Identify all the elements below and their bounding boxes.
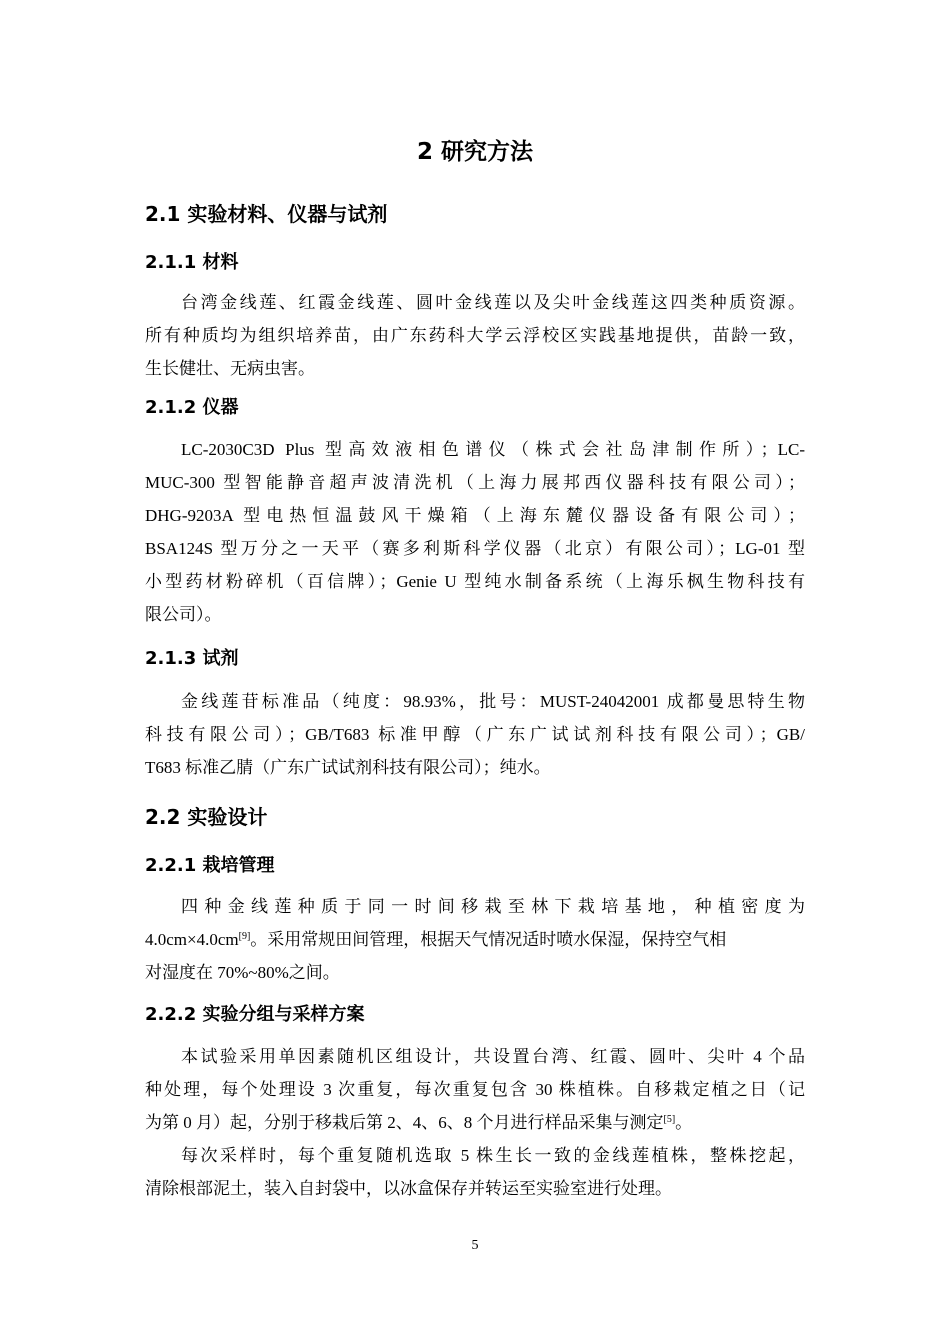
text-line: 四种金线莲种质于同一时间移栽至林下栽培基地，种植密度为 (181, 897, 805, 916)
paragraph-materials (145, 286, 805, 385)
page-number: 5 (471, 1238, 479, 1253)
text-line: 小型药材粉碎机（百信牌）；Genie U 型纯水制备系统（上海乐枫生物科技有 (145, 572, 805, 591)
text-line: T683 标准乙腈（广东广试试剂科技有限公司）；纯水。 (145, 758, 551, 777)
subsection-heading-2-1-1: 2.1.1 材料 (145, 252, 239, 273)
text-line: BSA124S 型万分之一天平（赛多利斯科学仪器（北京）有限公司）；LG-01 型 (145, 539, 805, 558)
text-line: 种处理，每个处理设 3 次重复，每次重复包含 30 株植株。自移栽定植之日（记 (145, 1080, 805, 1099)
subsection-heading-2-1-3: 2.1.3 试剂 (145, 648, 239, 669)
text-run: 为第 0 月）起，分别于移栽后第 2、4、6、8 个月进行样品采集与测定 (145, 1113, 664, 1132)
text-line: 所有种质均为组织培养苗，由广东药科大学云浮校区实践基地提供，苗龄一致， (145, 326, 805, 345)
paragraph-instruments (145, 433, 805, 631)
paragraph-reagents (145, 685, 805, 784)
text-line: 每次采样时，每个重复随机选取 5 株生长一致的金线莲植株，整株挖起， (181, 1146, 805, 1165)
text-line: 本试验采用单因素随机区组设计，共设置台湾、红霞、圆叶、尖叶 4 个品 (181, 1047, 805, 1066)
section-heading-2-1: 2.1 实验材料、仪器与试剂 (145, 202, 388, 226)
text-line: 对湿度在 70%~80%之间。 (145, 963, 340, 982)
subsection-heading-2-2-2: 2.2.2 实验分组与采样方案 (145, 1004, 365, 1025)
text-line: 台湾金线莲、红霞金线莲、圆叶金线莲以及尖叶金线莲这四类种质资源。 (181, 293, 805, 312)
citation-ref: [5] (663, 1114, 676, 1125)
paragraph-cultivation (145, 890, 805, 989)
subsection-heading-2-2-1: 2.2.1 栽培管理 (145, 855, 275, 876)
citation-ref: [9] (238, 931, 251, 942)
text-run: 。采用常规田间管理，根据天气情况适时喷水保湿，保持空气相 (250, 930, 727, 949)
subsection-heading-2-1-2: 2.1.2 仪器 (145, 397, 239, 418)
section-heading-2-2: 2.2 实验设计 (145, 805, 268, 829)
text-line (145, 1106, 805, 1139)
text-line (145, 923, 805, 956)
text-line: MUC-300 型智能静音超声波清洗机（上海力展邦西仪器科技有限公司）； (145, 473, 805, 492)
text-line: 限公司）。 (145, 605, 222, 624)
text-run: 。 (675, 1113, 693, 1132)
text-line: 科技有限公司）；GB/T683 标准甲醇（广东广试试剂科技有限公司）；GB/ (145, 725, 805, 744)
text-line: 生长健壮、无病虫害。 (145, 359, 315, 378)
text-run: 4.0cm×4.0cm (145, 930, 239, 949)
text-line: 金线莲苷标准品（纯度：98.93%，批号：MUST-24042001 成都曼思特生物 (181, 692, 805, 711)
text-line: LC-2030C3D Plus 型高效液相色谱仪（株式会社岛津制作所）；LC- (181, 440, 805, 459)
text-line: DHG-9203A 型电热恒温鼓风干燥箱（上海东麓仪器设备有限公司）； (145, 506, 805, 525)
paragraph-design (145, 1040, 805, 1205)
text-line: 清除根部泥土，装入自封袋中，以冰盒保存并转运至实验室进行处理。 (145, 1179, 672, 1198)
chapter-title: 2 研究方法 (416, 139, 533, 165)
